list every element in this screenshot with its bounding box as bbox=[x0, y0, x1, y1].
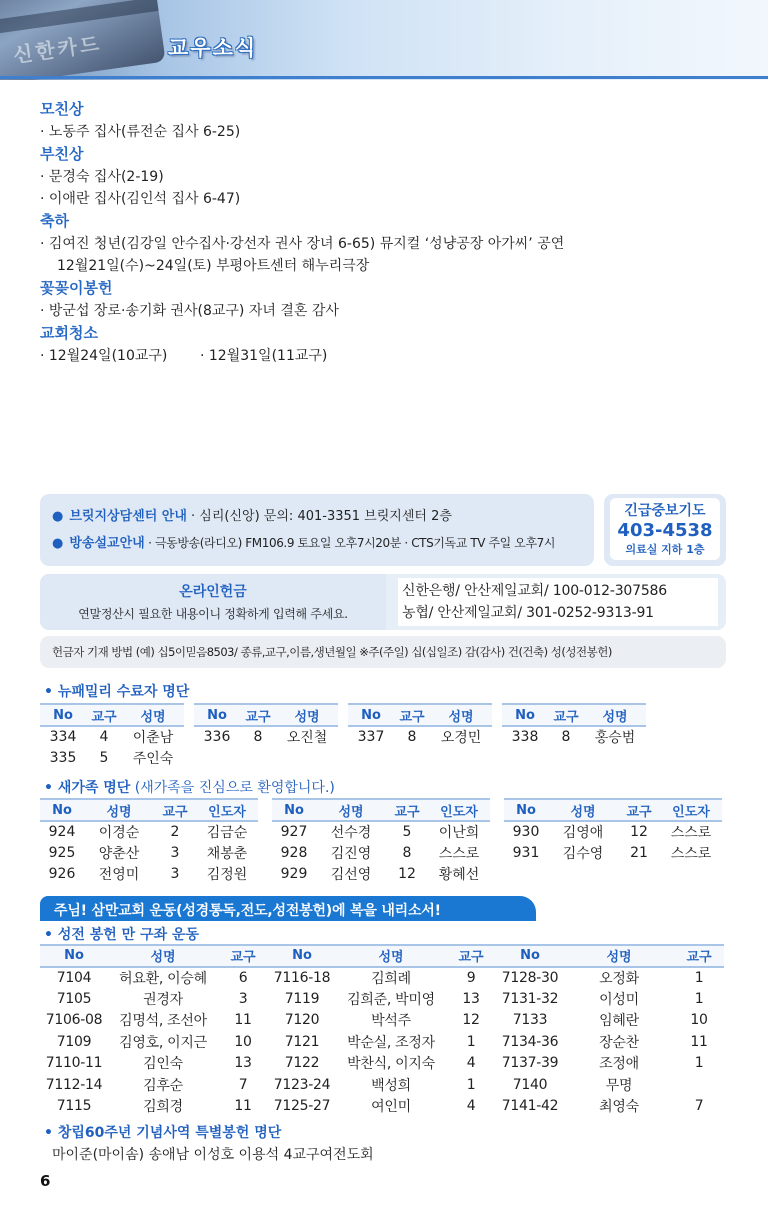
table-cell: 선수경 bbox=[330, 825, 372, 841]
table-cell: 스스로 bbox=[670, 825, 712, 841]
column-header: No bbox=[504, 799, 548, 821]
news-item: · 김여진 청년(김강일 안수집사·강선자 권사 장녀 6-65) 뮤지컬 ‘성냥공장 아가씨’ 공연 bbox=[40, 236, 565, 252]
table-cell: 1 bbox=[466, 1076, 476, 1093]
table-cell: 3 bbox=[170, 865, 180, 882]
cleaning-date-2: · 12월31일(11교구) bbox=[200, 348, 328, 364]
table-cell bbox=[240, 747, 276, 768]
table-cell: 11 bbox=[690, 1033, 708, 1050]
table-cell bbox=[430, 747, 492, 768]
table-cell: 12 bbox=[398, 865, 416, 882]
column-header: No bbox=[496, 945, 564, 967]
column-header: No bbox=[268, 945, 336, 967]
column-gap bbox=[338, 726, 348, 747]
table-cell: 7110-11 bbox=[45, 1055, 103, 1072]
table-cell: 김선영 bbox=[330, 866, 372, 883]
new-family-table bbox=[40, 703, 646, 768]
column-header: 교구 bbox=[446, 945, 496, 967]
news-head-flowers: 꽃꽂이봉헌 bbox=[40, 279, 113, 297]
table-cell: 7106-08 bbox=[45, 1012, 103, 1029]
table-row bbox=[40, 842, 722, 863]
news-item: · 이애란 집사(김인석 집사 6-47) bbox=[40, 191, 241, 207]
table-cell bbox=[348, 747, 394, 768]
table-cell: 7 bbox=[238, 1076, 248, 1093]
table-cell: 김인숙 bbox=[143, 1056, 183, 1073]
table-cell: 924 bbox=[48, 824, 76, 840]
table-cell: 7128-30 bbox=[501, 969, 559, 986]
urgent-prayer-place: 의료실 지하 1층 bbox=[625, 543, 705, 556]
news-head-congrats: 축하 bbox=[40, 212, 69, 230]
table-cell: 3 bbox=[238, 990, 248, 1007]
column-gap bbox=[184, 726, 194, 747]
table-cell: 13 bbox=[234, 1055, 252, 1072]
table-cell: 10 bbox=[234, 1033, 252, 1050]
new-members-title-main: • 새가족 명단 bbox=[44, 780, 131, 796]
counseling-broadcast-box bbox=[40, 494, 594, 566]
table-cell: 오진철 bbox=[286, 730, 328, 746]
table-cell: 김희준, 박미영 bbox=[347, 991, 435, 1008]
table-cell: 김희경 bbox=[143, 1099, 183, 1116]
column-header: 교구 bbox=[386, 799, 428, 821]
bank-accounts bbox=[398, 578, 718, 626]
bridge-center-label: 브릿지상담센터 안내 bbox=[69, 509, 187, 524]
news-item: · 문경숙 집사(2-19) bbox=[40, 169, 164, 185]
table-cell: 7119 bbox=[284, 990, 320, 1007]
broadcast-row bbox=[52, 530, 594, 557]
table-cell: 주인숙 bbox=[132, 750, 174, 767]
column-header: No bbox=[40, 799, 84, 821]
column-gap bbox=[492, 747, 502, 768]
bullet-icon: ● bbox=[52, 509, 64, 524]
credit-card-illustration bbox=[0, 0, 166, 80]
table-cell: 황혜선 bbox=[438, 866, 480, 883]
table-cell: 7137-39 bbox=[501, 1055, 559, 1072]
column-gap bbox=[184, 747, 194, 768]
table-cell: 8 bbox=[402, 844, 412, 861]
table-cell bbox=[504, 863, 548, 884]
table-cell: 7125-27 bbox=[273, 1098, 331, 1115]
table-row bbox=[40, 747, 646, 768]
table-row bbox=[40, 988, 724, 1010]
table-cell: 336 bbox=[203, 729, 231, 745]
table-cell: 7104 bbox=[56, 969, 92, 986]
table-cell: 927 bbox=[280, 824, 308, 840]
column-gap bbox=[258, 842, 272, 863]
table-cell: 337 bbox=[357, 729, 385, 745]
table-cell: 7 bbox=[694, 1098, 704, 1115]
table-cell: 9 bbox=[466, 969, 476, 986]
table-cell: 양춘산 bbox=[98, 845, 140, 862]
bridge-center-row bbox=[52, 504, 594, 530]
column-header: No bbox=[348, 704, 394, 726]
new-members-title bbox=[44, 777, 335, 797]
broadcast-label: 방송설교안내 bbox=[69, 536, 145, 551]
table-cell: 여인미 bbox=[371, 1099, 411, 1116]
table-cell: 335 bbox=[49, 749, 77, 766]
column-gap bbox=[258, 821, 272, 842]
table-cell: 김금순 bbox=[206, 825, 248, 841]
column-header: No bbox=[272, 799, 316, 821]
column-header: 성명 bbox=[430, 704, 492, 726]
news-head-cleaning: 교회청소 bbox=[40, 324, 98, 342]
table-cell: 7116-18 bbox=[273, 969, 331, 986]
table-cell: 931 bbox=[512, 844, 540, 861]
urgent-prayer-inner bbox=[610, 498, 720, 560]
table-cell: 1 bbox=[466, 1033, 476, 1050]
table-cell: 스스로 bbox=[670, 845, 712, 862]
online-offering-title: 온라인헌금 bbox=[179, 584, 247, 600]
table-header-row bbox=[40, 704, 646, 726]
table-cell: 박찬식, 이지숙 bbox=[347, 1056, 435, 1073]
table-cell: 무명 bbox=[605, 1077, 633, 1094]
table-cell: 2 bbox=[170, 824, 180, 840]
column-header: No bbox=[40, 945, 108, 967]
table-row bbox=[40, 967, 724, 989]
table-cell: 11 bbox=[234, 1012, 252, 1029]
table-cell bbox=[674, 1074, 724, 1096]
table-cell: 백성희 bbox=[371, 1077, 411, 1094]
table-cell: 홍승범 bbox=[594, 730, 636, 746]
table-cell: 김진영 bbox=[330, 845, 372, 862]
column-header: No bbox=[40, 704, 86, 726]
table-header-row bbox=[40, 945, 724, 967]
header-banner bbox=[0, 0, 768, 80]
table-cell: 928 bbox=[280, 844, 308, 861]
table-cell: 이난희 bbox=[438, 825, 480, 841]
bullet-icon: ● bbox=[52, 536, 64, 551]
column-gap bbox=[258, 863, 272, 884]
column-header: 교구 bbox=[394, 704, 430, 726]
table-cell: 7120 bbox=[284, 1012, 320, 1029]
table-cell: 7112-14 bbox=[45, 1076, 103, 1093]
table-cell: 21 bbox=[630, 844, 648, 861]
column-header: 성명 bbox=[316, 799, 386, 821]
table-cell: 7133 bbox=[512, 1012, 548, 1029]
table-cell: 1 bbox=[694, 990, 704, 1007]
table-cell: 김영호, 이지근 bbox=[119, 1034, 207, 1051]
urgent-prayer-phone: 403-4538 bbox=[617, 520, 713, 541]
news-item: · 방군섭 장로·송기화 권사(8교구) 자녀 결혼 감사 bbox=[40, 303, 339, 319]
table-cell: 허요환, 이승혜 bbox=[119, 970, 207, 987]
column-gap bbox=[490, 863, 504, 884]
table-cell: 채봉춘 bbox=[206, 845, 248, 862]
column-header: 성명 bbox=[548, 799, 618, 821]
table-cell: 4 bbox=[99, 729, 109, 745]
table-row bbox=[40, 1096, 724, 1118]
column-gap bbox=[338, 747, 348, 768]
news-list bbox=[40, 98, 740, 367]
table-row bbox=[40, 726, 646, 747]
column-header: No bbox=[502, 704, 548, 726]
column-header: 교구 bbox=[154, 799, 196, 821]
column-header: 교구 bbox=[218, 945, 268, 967]
table-cell: 7121 bbox=[284, 1033, 320, 1050]
online-offering-note: 연말정산시 필요한 내용이니 정확하게 입력해 주세요. bbox=[78, 607, 348, 621]
column-gap bbox=[258, 799, 272, 821]
table-header-row bbox=[40, 799, 722, 821]
table-cell: 12 bbox=[630, 824, 648, 840]
table-cell bbox=[394, 747, 430, 768]
column-gap bbox=[490, 842, 504, 863]
table-cell: 4 bbox=[466, 1055, 476, 1072]
table-cell: 장순찬 bbox=[599, 1034, 639, 1051]
table-cell: 최영숙 bbox=[599, 1099, 639, 1116]
bank-account-nonghyup: 농협/ 안산제일교회/ 301-0252-9313-91 bbox=[402, 605, 654, 621]
table-cell: 7109 bbox=[56, 1033, 92, 1050]
table-cell: 이경순 bbox=[98, 825, 140, 841]
table-cell: 926 bbox=[48, 865, 76, 882]
table-cell: 임혜란 bbox=[599, 1013, 639, 1030]
urgent-prayer-title: 긴급중보기도 bbox=[624, 503, 706, 519]
table-cell: 스스로 bbox=[438, 845, 480, 862]
table-cell: 이춘남 bbox=[132, 730, 174, 746]
news-item: 12월21일(수)~24일(토) 부평아트센터 해누리극장 bbox=[57, 258, 370, 274]
column-gap bbox=[338, 704, 348, 726]
table-cell bbox=[502, 747, 548, 768]
online-offering-box bbox=[40, 574, 726, 630]
column-header: 성명 bbox=[336, 945, 446, 967]
table-cell: 13 bbox=[462, 990, 480, 1007]
table-cell: 10 bbox=[690, 1012, 708, 1029]
table-row bbox=[40, 1074, 724, 1096]
table-cell: 3 bbox=[170, 844, 180, 861]
table-cell: 7105 bbox=[56, 990, 92, 1007]
table-cell: 전영미 bbox=[98, 866, 140, 883]
table-cell: 오정화 bbox=[599, 970, 639, 987]
table-cell: 1 bbox=[694, 1055, 704, 1072]
column-header: 성명 bbox=[276, 704, 338, 726]
banner-divider bbox=[0, 76, 768, 79]
table-cell: 8 bbox=[561, 729, 571, 745]
column-header: No bbox=[194, 704, 240, 726]
table-cell: 925 bbox=[48, 844, 76, 861]
offering-title: • 성전 봉헌 만 구좌 운동 bbox=[44, 927, 200, 943]
column-gap bbox=[492, 726, 502, 747]
table-cell: 7115 bbox=[56, 1098, 92, 1115]
column-header: 성명 bbox=[564, 945, 674, 967]
table-cell: 929 bbox=[280, 865, 308, 882]
table-cell: 7140 bbox=[512, 1076, 548, 1093]
table-cell: 11 bbox=[234, 1098, 252, 1115]
table-cell bbox=[584, 747, 646, 768]
column-gap bbox=[490, 799, 504, 821]
news-item: · 노동주 집사(류전순 집사 6-25) bbox=[40, 124, 241, 140]
table-cell: 1 bbox=[694, 969, 704, 986]
online-offering-left bbox=[40, 574, 386, 630]
table-cell bbox=[618, 863, 660, 884]
column-header: 인도자 bbox=[428, 799, 490, 821]
news-head-father: 부친상 bbox=[40, 145, 84, 163]
page-title: 교우소식 bbox=[168, 36, 258, 60]
table-cell: 12 bbox=[462, 1012, 480, 1029]
table-cell: 5 bbox=[99, 749, 109, 766]
column-header: 교구 bbox=[674, 945, 724, 967]
table-cell: 김후순 bbox=[143, 1077, 183, 1094]
column-header: 성명 bbox=[108, 945, 218, 967]
column-header: 교구 bbox=[618, 799, 660, 821]
column-header: 성명 bbox=[84, 799, 154, 821]
offering-method-box: 헌금자 기재 방법 (예) 십5이믿음8503/ 종류,교구,이름,생년월일 ※주(주일) 십(십일조) 감(감사) 건(건축) 성(성전봉헌) bbox=[40, 636, 726, 668]
table-cell: 6 bbox=[238, 969, 248, 986]
table-cell: 박순실, 조정자 bbox=[347, 1034, 435, 1051]
broadcast-text: · 극동방송(라디오) FM106.9 토요일 오후7시20분 · CTS기독교 TV 주일 오후7시 bbox=[144, 536, 556, 550]
table-cell: 7122 bbox=[284, 1055, 320, 1072]
table-cell: 김영애 bbox=[562, 825, 604, 841]
table-cell: 5 bbox=[402, 824, 412, 840]
table-cell bbox=[194, 747, 240, 768]
table-cell: 7134-36 bbox=[501, 1033, 559, 1050]
column-header: 인도자 bbox=[660, 799, 722, 821]
table-cell: 김수영 bbox=[562, 845, 604, 862]
column-header: 교구 bbox=[548, 704, 584, 726]
table-row bbox=[40, 1010, 724, 1032]
table-cell: 7131-32 bbox=[501, 990, 559, 1007]
column-header: 인도자 bbox=[196, 799, 258, 821]
table-cell: 김명석, 조선아 bbox=[119, 1013, 207, 1030]
column-header: 성명 bbox=[122, 704, 184, 726]
table-cell bbox=[548, 863, 618, 884]
table-cell: 권경자 bbox=[143, 991, 183, 1008]
bridge-center-text: · 심리(신앙) 문의: 401-3351 브릿지센터 2층 bbox=[186, 509, 452, 524]
new-members-table bbox=[40, 798, 722, 884]
campaign-banner: 주님! 삼만교회 운동(성경통독,전도,성전봉헌)에 복을 내리소서! bbox=[40, 896, 536, 921]
column-header: 성명 bbox=[584, 704, 646, 726]
table-cell bbox=[660, 863, 722, 884]
new-members-subtitle: (새가족을 진심으로 환영합니다.) bbox=[130, 780, 335, 796]
table-cell: 334 bbox=[49, 729, 77, 745]
table-cell: 조정애 bbox=[599, 1056, 639, 1073]
table-cell: 오경민 bbox=[440, 730, 482, 746]
table-cell: 8 bbox=[253, 729, 263, 745]
page-number: 6 bbox=[40, 1172, 51, 1190]
table-cell bbox=[276, 747, 338, 768]
table-cell: 8 bbox=[407, 729, 417, 745]
column-header: 교구 bbox=[240, 704, 276, 726]
table-cell: 박석주 bbox=[371, 1013, 411, 1030]
table-cell: 4 bbox=[466, 1098, 476, 1115]
cleaning-date-1: · 12월24일(10교구) bbox=[40, 348, 168, 364]
column-gap bbox=[184, 704, 194, 726]
table-cell bbox=[548, 747, 584, 768]
news-head-mother: 모친상 bbox=[40, 100, 84, 118]
bank-account-shinhan: 신한은행/ 안산제일교회/ 100-012-307586 bbox=[402, 583, 667, 599]
urgent-prayer-box bbox=[604, 494, 726, 566]
table-row bbox=[40, 1053, 724, 1075]
card-text: 신한카드 bbox=[11, 31, 104, 68]
table-cell: 338 bbox=[511, 729, 539, 745]
table-row bbox=[40, 863, 722, 884]
column-header: 교구 bbox=[86, 704, 122, 726]
table-cell: 7141-42 bbox=[501, 1098, 559, 1115]
table-cell: 김정원 bbox=[206, 866, 248, 883]
column-gap bbox=[492, 704, 502, 726]
table-row bbox=[40, 1031, 724, 1053]
anniversary-title: • 창립60주년 기념사역 특별봉헌 명단 bbox=[44, 1125, 282, 1141]
table-cell: 김희례 bbox=[371, 970, 411, 987]
table-cell: 7123-24 bbox=[273, 1076, 331, 1093]
column-gap bbox=[490, 821, 504, 842]
news-item bbox=[40, 345, 740, 367]
table-cell: 930 bbox=[512, 824, 540, 840]
offering-table bbox=[40, 944, 724, 1117]
table-cell: 이성미 bbox=[599, 991, 639, 1008]
anniversary-names: 마이준(마이솜) 송애남 이성호 이용석 4교구여전도회 bbox=[52, 1147, 374, 1163]
new-family-title: • 뉴패밀리 수료자 명단 bbox=[44, 684, 190, 700]
table-row bbox=[40, 821, 722, 842]
